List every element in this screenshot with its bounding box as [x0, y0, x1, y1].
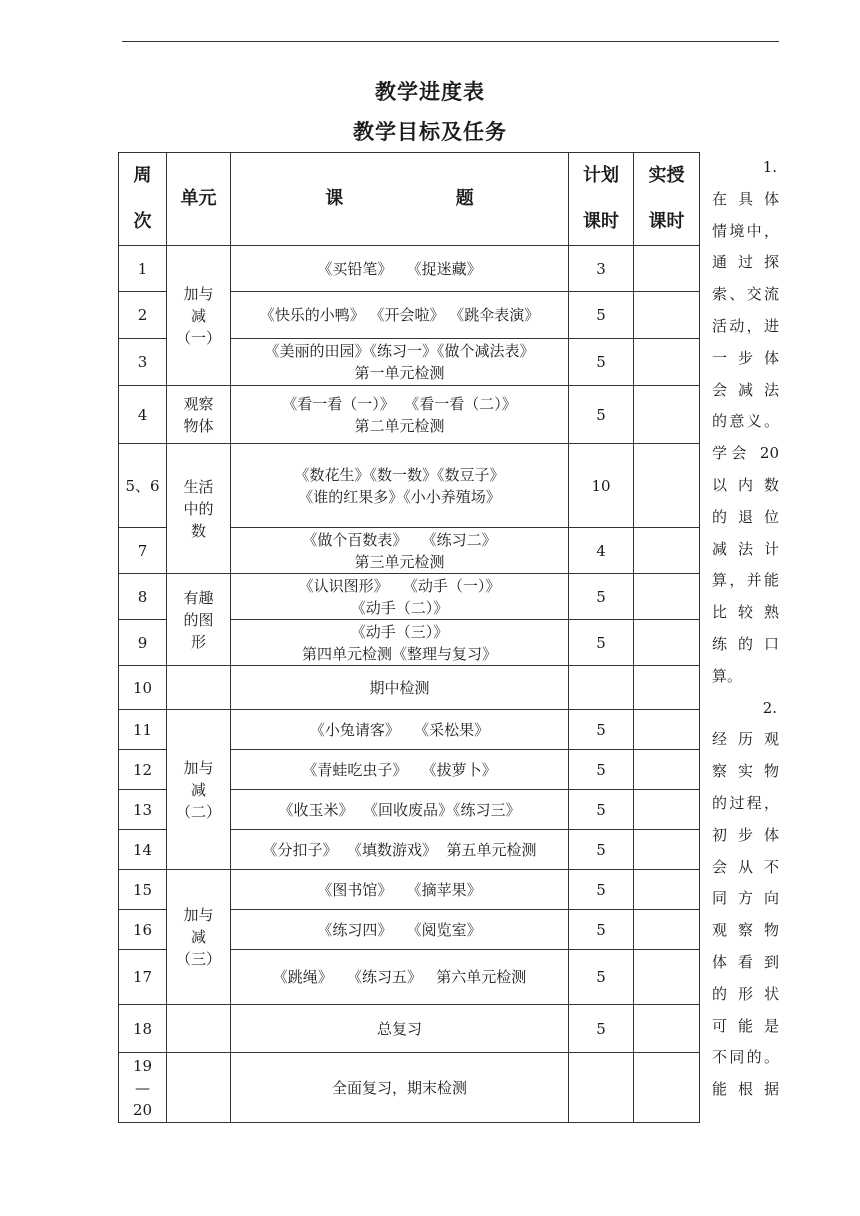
header-week	[119, 153, 167, 246]
lesson-cell: 《分扣子》 《填数游戏》 第五单元检测	[231, 830, 569, 870]
objective-line: 练的口	[712, 634, 779, 653]
table-row	[119, 1005, 700, 1053]
unit-cell: 加与 减 （一）	[167, 246, 231, 386]
header-unit: 单元	[167, 153, 231, 246]
actual-hours-cell	[634, 750, 700, 790]
planned-hours-cell: 5	[569, 750, 634, 790]
planned-hours-cell: 5	[569, 339, 634, 386]
week-cell: 3	[119, 339, 167, 386]
lesson-cell: 《快乐的小鸭》 《开会啦》 《跳伞表演》	[231, 292, 569, 339]
unit-cell: 加与 减 （三）	[167, 870, 231, 1005]
week-cell: 4	[119, 386, 167, 444]
objective-line: 通过探	[712, 253, 779, 272]
objective-line: 不同的。	[712, 1048, 779, 1067]
week-cell	[119, 1053, 167, 1123]
lesson-cell: 全面复习，期末检测	[231, 1053, 569, 1123]
header-lesson-right: 题	[455, 188, 474, 209]
actual-hours-cell	[634, 1005, 700, 1053]
planned-hours-cell: 5	[569, 870, 634, 910]
planned-hours-cell: 5	[569, 386, 634, 444]
week-cell: 10	[119, 666, 167, 710]
table-row	[119, 870, 700, 910]
objective-line: 2.	[762, 698, 777, 717]
objective-line: 体看到	[712, 952, 779, 971]
header-actual-bottom: 课时	[648, 211, 685, 232]
planned-hours-cell: 5	[569, 1005, 634, 1053]
week-cell: 5、6	[119, 444, 167, 528]
unit-cell	[167, 666, 231, 710]
actual-hours-cell	[634, 710, 700, 750]
actual-hours-cell	[634, 666, 700, 710]
lesson-cell: 《买铅笔》 《捉迷藏》	[231, 246, 569, 292]
objective-line: 初步体	[712, 825, 779, 844]
unit-cell	[167, 1005, 231, 1053]
objective-line: 的意义。	[712, 412, 779, 431]
lesson-cell: 《小兔请客》 《采松果》	[231, 710, 569, 750]
lesson-cell: 期中检测	[231, 666, 569, 710]
planned-hours-cell: 10	[569, 444, 634, 528]
planned-hours-cell	[569, 666, 634, 710]
objective-line: 1.	[762, 158, 777, 176]
lesson-cell: 《练习四》 《阅览室》	[231, 910, 569, 950]
objective-line: 索、交流	[712, 285, 779, 304]
objectives-column	[712, 152, 779, 1106]
lesson-cell: 《动手（三）》 第四单元检测《整理与复习》	[231, 620, 569, 666]
header-week-top: 周	[133, 165, 152, 186]
actual-hours-cell	[634, 444, 700, 528]
actual-hours-cell	[634, 1053, 700, 1123]
table-row	[119, 444, 700, 528]
schedule-table	[118, 152, 700, 1123]
table-row	[119, 666, 700, 710]
page-title: 教学进度表	[375, 79, 485, 104]
week-cell: 9	[119, 620, 167, 666]
week-cell-bottom: 20	[132, 1100, 153, 1119]
objective-line: 以内数	[712, 475, 779, 494]
actual-hours-cell	[634, 870, 700, 910]
actual-hours-cell	[634, 950, 700, 1005]
header-actual-top: 实授	[648, 165, 685, 186]
actual-hours-cell	[634, 386, 700, 444]
objective-line: 比较熟	[712, 603, 779, 622]
lesson-cell: 《青蛙吃虫子》 《拔萝卜》	[231, 750, 569, 790]
week-cell: 2	[119, 292, 167, 339]
week-cell: 12	[119, 750, 167, 790]
header-lesson-left: 课	[325, 188, 344, 209]
unit-cell: 生活 中的 数	[167, 444, 231, 574]
unit-cell: 观察 物体	[167, 386, 231, 444]
lesson-cell: 《认识图形》 《动手（一）》 《动手（二）》	[231, 574, 569, 620]
lesson-cell: 《跳绳》 《练习五》 第六单元检测	[231, 950, 569, 1005]
objective-line: 算。	[712, 666, 743, 685]
objective-line: 的形状	[712, 984, 779, 1003]
page-subtitle: 教学目标及任务	[353, 119, 507, 144]
table-row	[119, 386, 700, 444]
objective-line: 学会 20	[712, 444, 779, 463]
unit-cell: 加与 减 （二）	[167, 710, 231, 870]
week-cell: 11	[119, 710, 167, 750]
lesson-cell: 《数花生》《数一数》《数豆子》 《谁的红果多》《小小养殖场》	[231, 444, 569, 528]
objective-line: 观察物	[712, 921, 779, 940]
week-cell: 1	[119, 246, 167, 292]
objective-line: 会从不	[712, 857, 779, 876]
planned-hours-cell: 5	[569, 950, 634, 1005]
lesson-cell: 总复习	[231, 1005, 569, 1053]
objective-line: 情境中，	[712, 221, 779, 240]
actual-hours-cell	[634, 246, 700, 292]
table-row	[119, 246, 700, 292]
header-rule	[122, 41, 779, 42]
week-cell: 14	[119, 830, 167, 870]
objective-line: 一步体	[712, 348, 779, 367]
lesson-cell: 《收玉米》 《回收废品》《练习三》	[231, 790, 569, 830]
week-cell: 13	[119, 790, 167, 830]
table-row	[119, 574, 700, 620]
objective-line: 察实物	[712, 762, 779, 781]
actual-hours-cell	[634, 339, 700, 386]
objective-line: 会减法	[712, 380, 779, 399]
planned-hours-cell: 5	[569, 790, 634, 830]
planned-hours-cell: 5	[569, 620, 634, 666]
unit-cell: 有趣 的图 形	[167, 574, 231, 666]
planned-hours-cell: 3	[569, 246, 634, 292]
table-row	[119, 710, 700, 750]
week-cell: 15	[119, 870, 167, 910]
actual-hours-cell	[634, 528, 700, 574]
objective-line: 的退位	[712, 507, 779, 526]
planned-hours-cell: 5	[569, 292, 634, 339]
header-planned-hours	[569, 153, 634, 246]
objective-line: 的过程，	[712, 793, 779, 812]
header-actual-hours	[634, 153, 700, 246]
week-cell: 7	[119, 528, 167, 574]
planned-hours-cell: 5	[569, 710, 634, 750]
header-lesson	[231, 153, 569, 246]
planned-hours-cell: 4	[569, 528, 634, 574]
header-week-bottom: 次	[133, 211, 152, 232]
actual-hours-cell	[634, 910, 700, 950]
header-plan-bottom: 课时	[583, 211, 619, 232]
actual-hours-cell	[634, 620, 700, 666]
objective-line: 减法计	[712, 539, 779, 558]
unit-cell	[167, 1053, 231, 1123]
lesson-cell: 《做个百数表》 《练习二》 第三单元检测	[231, 528, 569, 574]
objective-line: 能根据	[712, 1080, 779, 1099]
lesson-cell: 《美丽的田园》《练习一》《做个减法表》 第一单元检测	[231, 339, 569, 386]
week-cell-top: 19	[132, 1056, 153, 1075]
objective-line: 算，并能	[712, 571, 779, 590]
objective-line: 经历观	[712, 730, 779, 749]
planned-hours-cell	[569, 1053, 634, 1123]
objective-line: 活动，进	[712, 316, 779, 335]
week-cell: 17	[119, 950, 167, 1005]
planned-hours-cell: 5	[569, 830, 634, 870]
objective-line: 可能是	[712, 1016, 779, 1035]
table-row	[119, 1053, 700, 1123]
objective-line: 同方向	[712, 889, 779, 908]
objective-line: 在具体	[712, 189, 779, 208]
actual-hours-cell	[634, 292, 700, 339]
week-cell-mid: —	[135, 1078, 150, 1097]
week-cell: 16	[119, 910, 167, 950]
planned-hours-cell: 5	[569, 574, 634, 620]
week-cell: 8	[119, 574, 167, 620]
actual-hours-cell	[634, 790, 700, 830]
lesson-cell: 《看一看（一）》 《看一看（二）》 第二单元检测	[231, 386, 569, 444]
lesson-cell: 《图书馆》 《摘苹果》	[231, 870, 569, 910]
actual-hours-cell	[634, 574, 700, 620]
table-header-row	[119, 153, 700, 246]
actual-hours-cell	[634, 830, 700, 870]
week-cell: 18	[119, 1005, 167, 1053]
planned-hours-cell: 5	[569, 910, 634, 950]
header-plan-top: 计划	[583, 165, 619, 186]
